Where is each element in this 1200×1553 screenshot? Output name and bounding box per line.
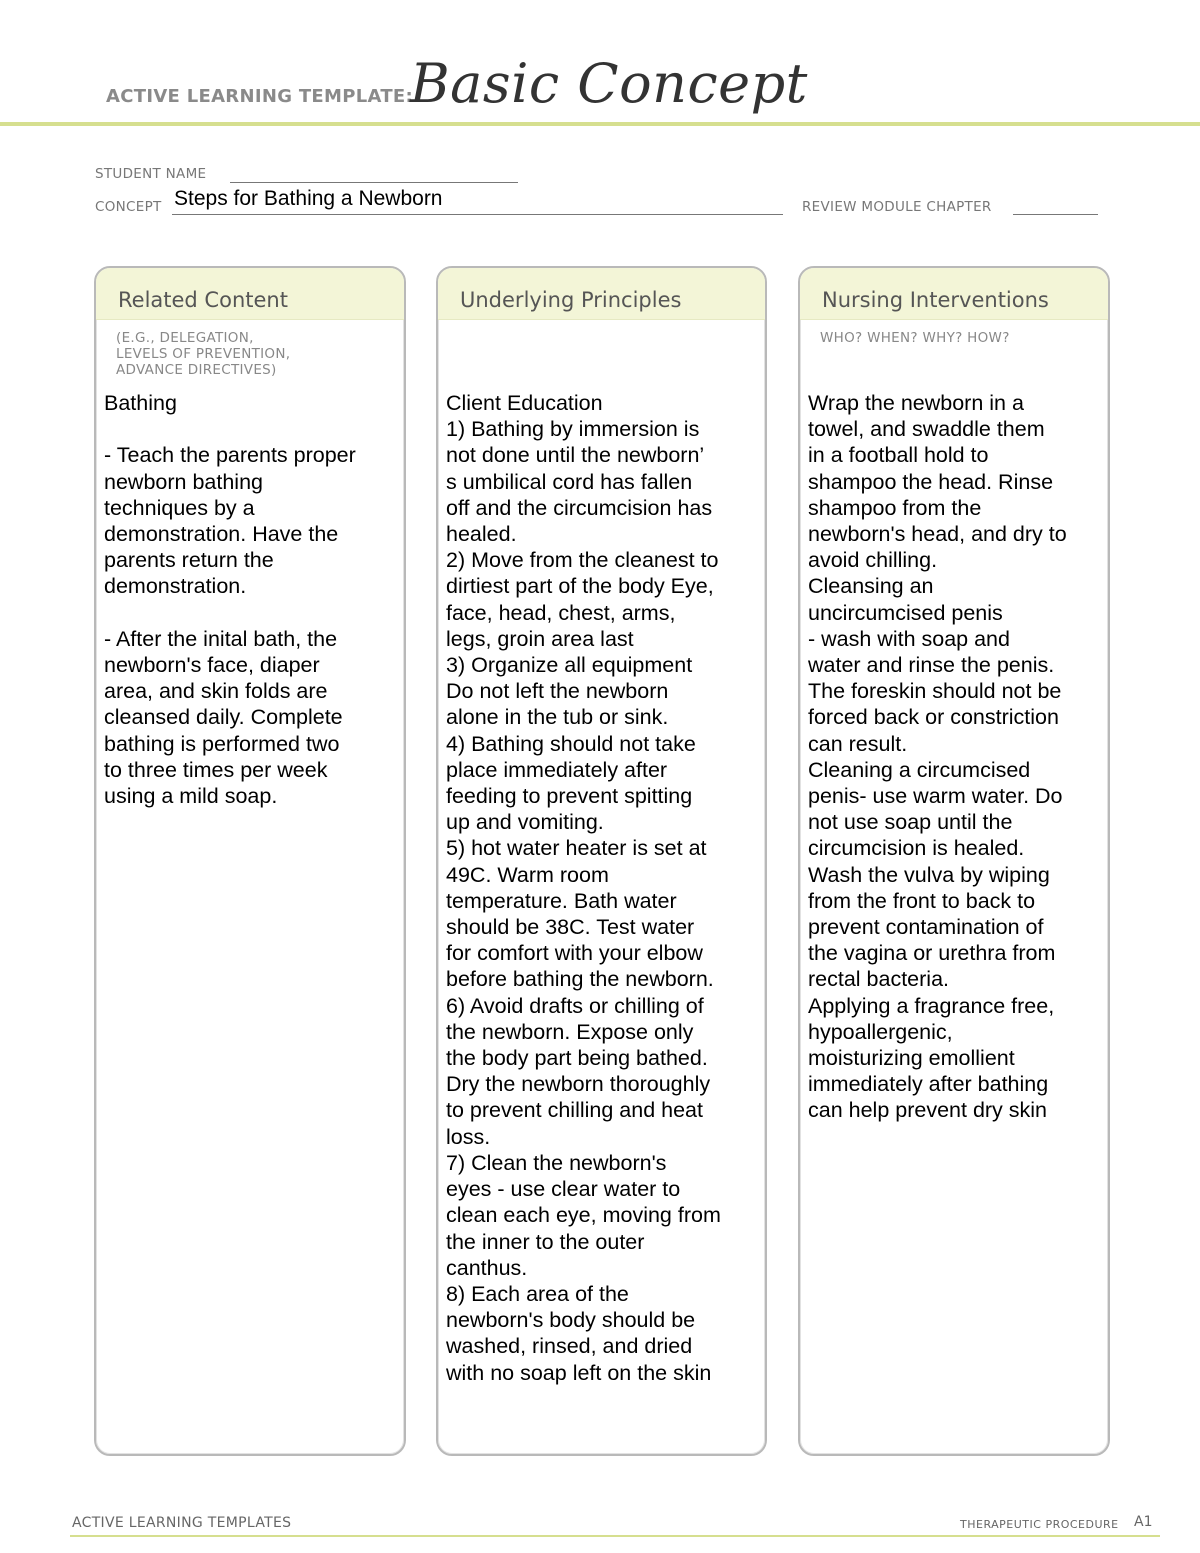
review-module-label: REVIEW MODULE CHAPTER [802,199,992,215]
concept-label: CONCEPT [95,199,162,215]
student-name-field[interactable] [230,168,518,183]
nursing-interventions-subtitle: WHO? WHEN? WHY? HOW? [820,330,1010,346]
template-label: ACTIVE LEARNING TEMPLATE: [106,86,413,107]
related-content-title: Related Content [118,288,288,312]
nursing-interventions-header [800,268,1108,320]
related-content-panel [94,266,406,1456]
underlying-principles-body[interactable]: Client Education 1) Bathing by immersion is not done until the newborn’ s umbilical cord has fallen off and the circumcision has healed. 2) Move from the cleanest to dirtiest part of the body Eye, face, head, chest, arms, legs, groin area last 3) Organize all equipment Do not left the newborn alone in the tub or sink. 4) Bathing should not take place immediately after feeding to prevent spitting up and vomiting. 5) hot water heater is set at 49C. Warm room temperature. Bath water should be 38C. Test water for comfort with your elbow before bathing the newborn. 6) Avoid drafts or chilling of the newborn. Expose only the body part being bathed. Dry the newborn thoroughly to prevent chilling and heat loss. 7) Clean the newborn's eyes - use clear water to clean each eye, moving from the inner to the outer canthus. 8) Each area of the newborn's body should be washed, rinsed, and dried with no soap left on the skin [446,391,721,1385]
student-name-label: STUDENT NAME [95,166,207,182]
footer-right-label: THERAPEUTIC PROCEDURE [960,1518,1119,1531]
underlying-principles-title: Underlying Principles [460,288,682,312]
review-module-field[interactable] [1013,200,1098,215]
page-title: Basic Concept [410,52,808,115]
nursing-interventions-title: Nursing Interventions [822,288,1049,312]
nursing-interventions-panel [798,266,1110,1456]
related-content-body[interactable]: Bathing - Teach the parents proper newborn bathing techniques by a demonstration. Have the parents return the demonstration. - After the inital bath, the newborn's face, diaper area, and skin folds are cleansed daily. Complete bathing is performed two to three times per week using a mild soap. [104,391,356,809]
page-header [0,0,1200,130]
underlying-principles-panel [436,266,767,1456]
related-content-header [96,268,404,320]
page-number: A1 [1134,1514,1153,1530]
footer-left-label: ACTIVE LEARNING TEMPLATES [72,1515,292,1531]
concept-value: Steps for Bathing a Newborn [174,187,443,210]
footer-divider [70,1535,1160,1537]
nursing-interventions-body[interactable]: Wrap the newborn in a towel, and swaddle them in a football hold to shampoo the head. Rinse shampoo from the newborn's head, and dry to avoid chilling. Cleansing an uncircumcised penis - wash with soap and water and rinse the penis. The foreskin should not be forced back or constriction can result. Cleaning a circumcised penis- use warm water. Do not use soap until the circumcision is healed. Wash the vulva by wiping from the front to back to prevent contamination of the vagina or urethra from rectal bacteria. Applying a fragrance free, hypoallergenic, moisturizing emollient immediately after bathing can help prevent dry skin [808,391,1067,1123]
related-content-subtitle: (E.G., DELEGATION, LEVELS OF PREVENTION, ADVANCE DIRECTIVES) [116,330,291,378]
underlying-principles-header [438,268,765,320]
header-divider [0,122,1200,126]
